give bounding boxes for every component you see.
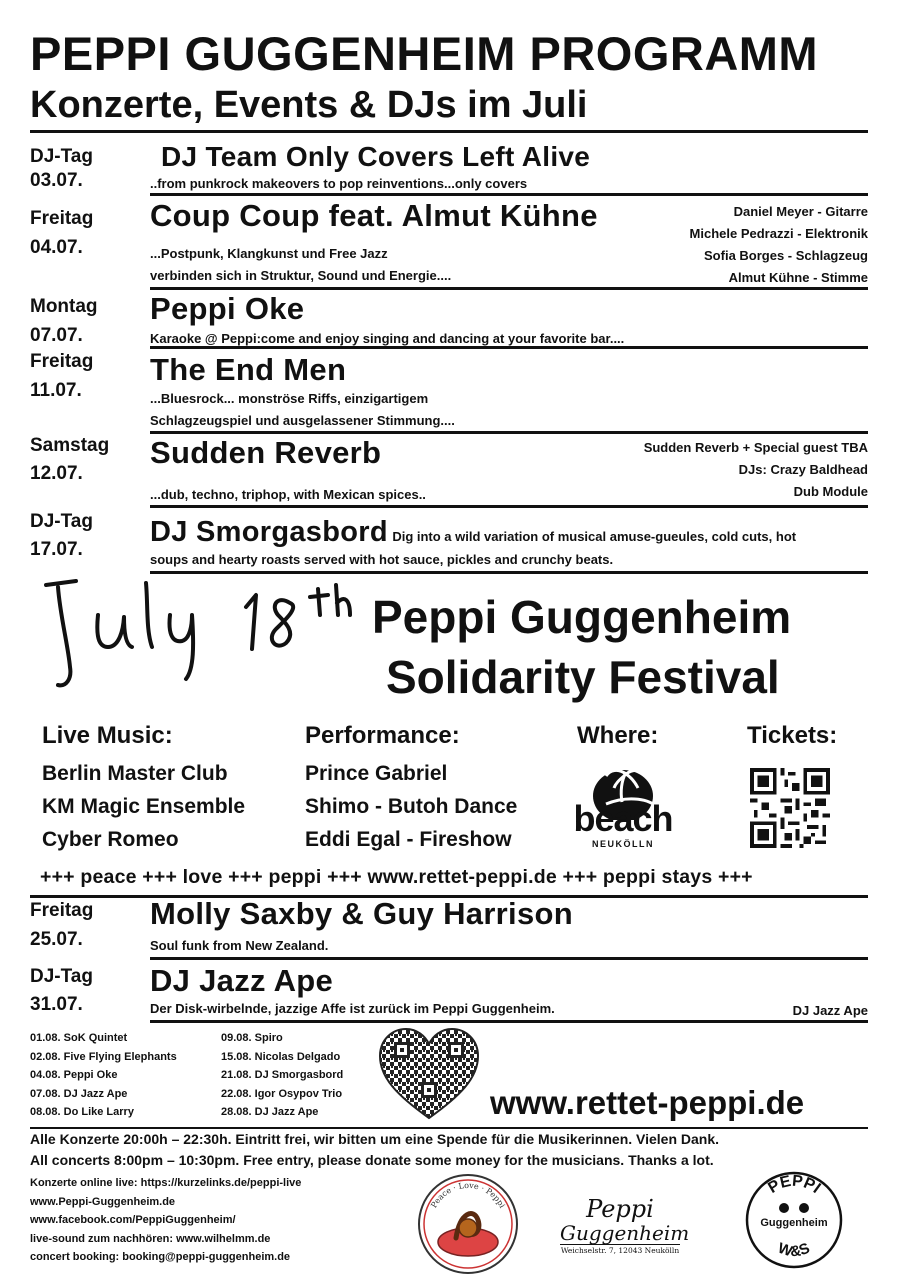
divider: [150, 287, 868, 290]
contact-line[interactable]: www.Peppi-Guggenheim.de: [30, 1195, 176, 1208]
event-description: verbinden sich in Struktur, Sound und Energie....: [150, 268, 452, 283]
divider: [150, 193, 868, 196]
page-title: PEPPI GUGGENHEIM PROGRAMM: [30, 27, 819, 80]
divider: [150, 505, 868, 508]
list-item: 28.08. DJ Jazz Ape: [221, 1106, 319, 1118]
event-title: DJ Team Only Covers Left Alive: [161, 141, 591, 172]
list-item: 02.08. Five Flying Elephants: [30, 1050, 177, 1063]
heart-qr-code[interactable]: [378, 1026, 480, 1122]
event-description: Schlagzeugspiel und ausgelassener Stimmung....: [150, 413, 455, 428]
event-date: 07.07.: [30, 325, 83, 346]
logo-address: Weichselstr. 7, 12043 Neukölln: [560, 1246, 680, 1255]
event-description: ...Postpunk, Klangkunst und Free Jazz: [150, 246, 388, 261]
divider: [150, 1020, 868, 1023]
lineup-item: Shimo - Butoh Dance: [305, 795, 518, 818]
list-item: 22.08. Igor Osypov Trio: [221, 1087, 343, 1100]
event-day: DJ-Tag: [30, 966, 93, 987]
svg-text:W&S: W&S: [775, 1239, 813, 1261]
lineup-item: Sofia Borges - Schlagzeug: [704, 248, 868, 263]
event-title: Coup Coup feat. Almut Kühne: [150, 198, 598, 233]
event-date: 03.07.: [30, 170, 83, 191]
svg-text:Guggenheim: Guggenheim: [760, 1217, 828, 1229]
logo-guggenheim-text: Guggenheim: [560, 1221, 690, 1245]
lineup-item: Sudden Reverb + Special guest TBA: [643, 440, 868, 455]
event-description: ...Bluesrock... monströse Riffs, einzigartigem: [150, 391, 429, 406]
event-day: Freitag: [30, 900, 94, 921]
handwritten-date-text: July 18th: [28, 575, 33, 576]
venue-logo-sub: NEUKÖLLN: [592, 839, 654, 849]
event-day: DJ-Tag: [30, 146, 93, 167]
festival-title: Peppi Guggenheim: [372, 591, 792, 643]
lineup-item: KM Magic Ensemble: [42, 795, 246, 818]
event-description: Soul funk from New Zealand.: [150, 938, 329, 953]
footer-english: All concerts 8:00pm – 10:30pm. Free entry, please donate some money for the musicians. Thanks a lot.: [30, 1152, 714, 1168]
event-title: The End Men: [150, 352, 347, 387]
event-description: Dig into a wild variation of musical amuse-gueules, cold cuts, hot: [392, 529, 797, 544]
website-link[interactable]: www.rettet-peppi.de: [490, 1084, 805, 1121]
event-day: Samstag: [30, 435, 110, 456]
event-date: 25.07.: [30, 929, 83, 950]
event-date: 04.07.: [30, 237, 83, 258]
event-title: Peppi Oke: [150, 291, 305, 326]
peace-love-peppi-logo: [416, 1172, 520, 1276]
footer-german: Alle Konzerte 20:00h – 22:30h. Eintritt frei, wir bitten um eine Spende für die Musikerinnen. Vielen Dank.: [30, 1131, 720, 1147]
event-description: Karaoke @ Peppi:come and enjoy singing and dancing at your favorite bar....: [150, 331, 625, 346]
event-date: 12.07.: [30, 463, 83, 484]
contact-info: [30, 1174, 301, 1267]
event-date: 11.07.: [30, 380, 82, 401]
event-title: DJ Jazz Ape: [150, 963, 334, 998]
event-title: DJ Smorgasbord: [150, 516, 388, 548]
list-item: 21.08. DJ Smorgasbord: [221, 1069, 344, 1081]
event-title: Sudden Reverb: [150, 435, 382, 470]
where-label: Where:: [577, 722, 659, 749]
peppi-circle-logo: [744, 1170, 844, 1270]
list-item: 08.08. Do Like Larry: [30, 1106, 134, 1118]
contact-line[interactable]: live-sound zum nachhören: www.wilhelmm.de: [30, 1232, 271, 1245]
tickets-label: Tickets:: [747, 722, 838, 749]
event-date: 17.07.: [30, 539, 83, 560]
divider: [150, 957, 868, 960]
page-subtitle: Konzerte, Events & DJs im Juli: [30, 84, 588, 126]
august-list: [30, 1029, 177, 1122]
august-list: [221, 1029, 343, 1122]
lineup-item: Berlin Master Club: [42, 762, 228, 785]
lineup-item: Dub Module: [793, 484, 868, 499]
festival-title: Solidarity Festival: [386, 651, 780, 703]
list-item: 01.08. SoK Quintet: [30, 1032, 128, 1044]
logo-peppi-text: Peppi: [586, 1195, 654, 1223]
event-lineup: [608, 201, 868, 289]
contact-line[interactable]: Konzerte online live: https://kurzelinks.de/peppi-live: [30, 1177, 302, 1189]
list-item: 07.08. DJ Jazz Ape: [30, 1087, 128, 1100]
event-date: 31.07.: [30, 994, 83, 1015]
event-description: Der Disk-wirbelnde, jazzige Affe ist zurück im Peppi Guggenheim.: [150, 1001, 555, 1016]
event-description: soups and hearty roasts served with hot sauce, pickles and crunchy beats.: [150, 552, 614, 567]
event-lineup: [548, 437, 868, 503]
contact-line[interactable]: www.facebook.com/PeppiGuggenheim/: [30, 1214, 236, 1226]
tickets-qr-code[interactable]: [750, 768, 830, 848]
event-description: ..from punkrock makeovers to pop reinventions...only covers: [150, 176, 528, 191]
peppi-guggenheim-logo: [560, 1195, 690, 1257]
divider: [150, 431, 868, 434]
lineup-item: Michele Pedrazzi - Elektronik: [689, 226, 868, 241]
svg-text:Peace · Love · Peppi: Peace · Love · Peppi: [429, 1180, 507, 1210]
lineup-item: DJs: Crazy Baldhead: [738, 462, 868, 477]
divider: [150, 571, 868, 574]
svg-text:PEPPI: PEPPI: [765, 1172, 824, 1198]
divider: [150, 346, 868, 349]
contact-line[interactable]: concert booking: booking@peppi-guggenheim.de: [30, 1251, 291, 1263]
event-day: Freitag: [30, 351, 94, 372]
lineup-item: Cyber Romeo: [42, 828, 179, 851]
live-music-label: Live Music:: [42, 722, 173, 749]
event-title: Molly Saxby & Guy Harrison: [150, 896, 573, 931]
handwritten-date: [28, 575, 358, 695]
lineup-item: Prince Gabriel: [305, 762, 448, 785]
lineup-item: Daniel Meyer - Gitarre: [733, 204, 868, 219]
event-day: Freitag: [30, 208, 94, 229]
event-day: DJ-Tag: [30, 511, 93, 532]
festival-slogan: +++ peace +++ love +++ peppi +++ www.rettet-peppi.de +++ peppi stays +++: [40, 866, 753, 888]
divider: [30, 130, 868, 133]
event-day: Montag: [30, 296, 98, 317]
venue-logo: [566, 760, 680, 855]
list-item: 09.08. Spiro: [221, 1032, 283, 1044]
event-lineup: DJ Jazz Ape: [792, 1003, 868, 1018]
list-item: 15.08. Nicolas Delgado: [221, 1050, 341, 1063]
venue-logo-text: beach: [573, 798, 673, 839]
event-description: ...dub, techno, triphop, with Mexican spices..: [150, 487, 426, 502]
performance-label: Performance:: [305, 722, 460, 749]
lineup-item: Almut Kühne - Stimme: [728, 270, 868, 285]
lineup-item: Eddi Egal - Fireshow: [305, 828, 512, 851]
list-item: 04.08. Peppi Oke: [30, 1069, 118, 1081]
